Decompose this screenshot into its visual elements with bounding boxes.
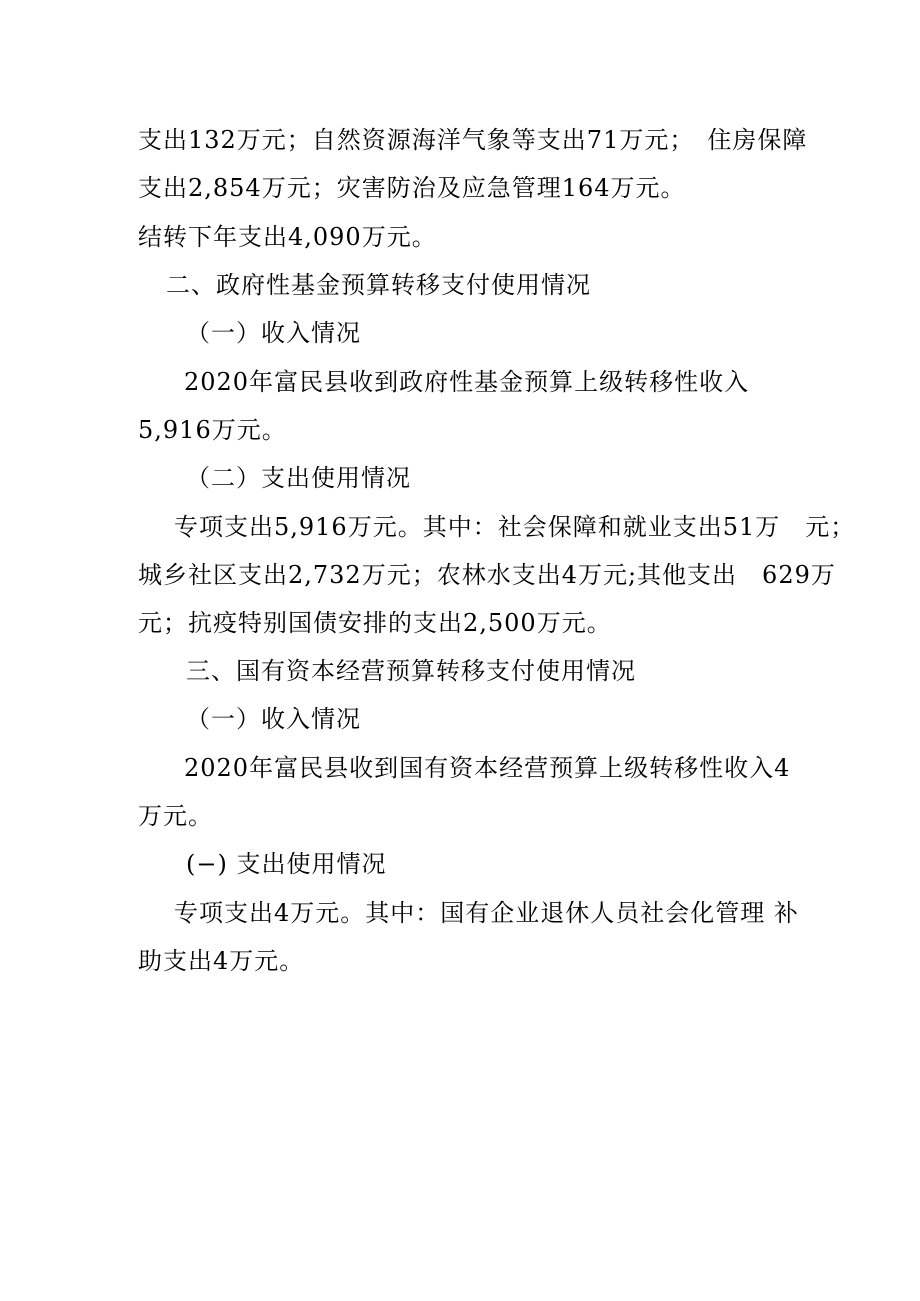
subsection-heading: (−) 支出使用情况 [186,850,387,878]
body-text-line: 结转下年支出4,090万元。 [138,223,437,251]
body-text-line: 2020年富民县收到国有资本经营预算上级转移性收入4 [184,754,791,782]
body-text-line: 城乡社区支出2,732万元；农林水支出4万元;其他支出 629万 [138,561,836,589]
body-text-line: 万元。 [138,802,213,830]
body-text-line: 助支出4万元。 [138,947,305,975]
body-text-line: 元；抗疫特别国债安排的支出2,500万元。 [138,609,612,637]
subsection-heading: （一）收入情况 [186,319,361,347]
body-text-line: 专项支出4万元。其中：国有企业退休人员社会化管理 补 [174,899,799,927]
section-heading: 二、政府性基金预算转移支付使用情况 [166,271,591,299]
body-text-line: 专项支出5,916万元。其中：社会保障和就业支出51万 元； [174,513,856,541]
section-heading: 三、国有资本经营预算转移支付使用情况 [186,657,636,685]
subsection-heading: （二）支出使用情况 [186,464,411,492]
body-text-line: 5,916万元。 [138,416,287,444]
body-text-line: 支出132万元；自然资源海洋气象等支出71万元； 住房保障 [138,126,808,154]
body-text-line: 支出2,854万元；灾害防治及应急管理164万元。 [138,174,686,202]
subsection-heading: （一）收入情况 [186,705,361,733]
body-text-line: 2020年富民县收到政府性基金预算上级转移性收入 [184,368,750,396]
